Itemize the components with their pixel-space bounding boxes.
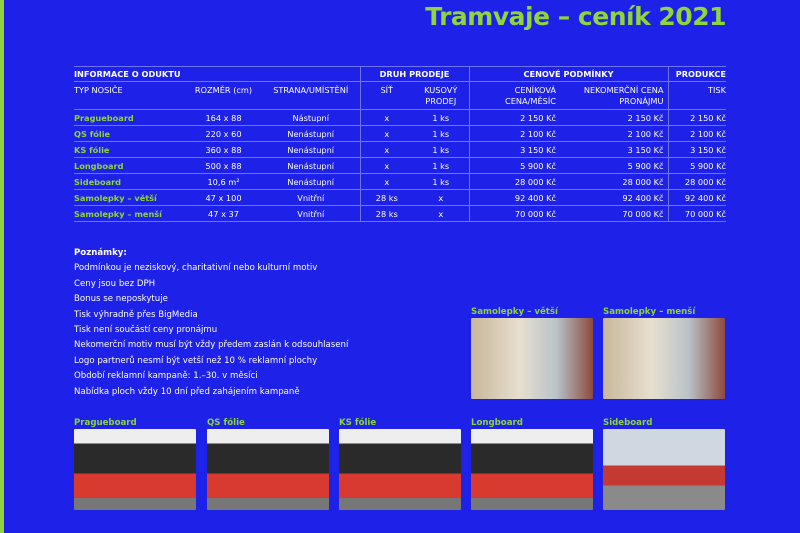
table-cell: 2 100 Kč [469, 126, 560, 142]
photo-label: QS fólie [207, 418, 245, 428]
photo-qs-folie [207, 418, 329, 510]
note-item: Tisk výhradně přes BigMedia [74, 309, 198, 320]
table-cell: Pragueboard [74, 110, 185, 126]
table-cell: Vnitřní [262, 190, 360, 206]
note-item: Nekomerční motiv musí být vždy předem zaslán k odsouhlasení [74, 340, 349, 351]
note-item: Podmínkou je neziskový, charitativní nebo kulturní motiv [74, 263, 318, 274]
table-cell: Nenástupní [262, 126, 360, 142]
table-cell: 47 x 37 [185, 206, 262, 222]
table-cell: 220 x 60 [185, 126, 262, 142]
table-cell: 28 ks [360, 206, 413, 222]
column-header: ROZMĚR (cm) [185, 82, 262, 110]
photo [207, 429, 329, 510]
table-cell: Samolepky – větší [74, 190, 185, 206]
photo-label: Pragueboard [74, 418, 137, 428]
table-cell: 70 000 Kč [668, 206, 726, 222]
table-row [74, 142, 726, 158]
group-header: INFORMACE O ODUKTU [74, 67, 360, 82]
table-cell: x [360, 174, 413, 190]
table-cell: 2 100 Kč [668, 126, 726, 142]
note-item: Bonus se neposkytuje [74, 294, 168, 305]
photo-samolepky-vetsi [471, 307, 593, 399]
photo [74, 429, 196, 510]
group-header: PRODUKCE [668, 67, 726, 82]
table-cell: 3 150 Kč [668, 142, 726, 158]
table-cell: 1 ks [413, 158, 469, 174]
group-header: CENOVÉ PODMÍNKY [469, 67, 668, 82]
table-cell: 47 x 100 [185, 190, 262, 206]
column-header: TYP NOSIČE [74, 82, 185, 110]
table-row [74, 126, 726, 142]
table-cell: Nástupní [262, 110, 360, 126]
table-cell: 92 400 Kč [469, 190, 560, 206]
note-item: Ceny jsou bez DPH [74, 278, 156, 289]
table-cell: Sideboard [74, 174, 185, 190]
table-cell: x [360, 126, 413, 142]
notes-heading: Poznámky: [74, 248, 127, 258]
photo-sideboard [603, 418, 725, 510]
left-accent-bar [0, 0, 4, 533]
column-header: CENÍKOVÁ CENA/MĚSÍC [469, 82, 560, 110]
table-cell: 2 150 Kč [668, 110, 726, 126]
photo [603, 429, 725, 510]
note-item: Tisk není součástí ceny pronájmu [74, 325, 218, 336]
table-cell: 3 150 Kč [560, 142, 668, 158]
price-table [74, 66, 726, 222]
photo-label: Samolepky – větší [471, 307, 558, 317]
table-cell: 28 000 Kč [469, 174, 560, 190]
photo-pragueboard [74, 418, 196, 510]
note-item: Logo partnerů nesmí být vetší než 10 % reklamní plochy [74, 355, 318, 366]
table-row [74, 158, 726, 174]
photo-ks-folie [339, 418, 461, 510]
table-cell: QS fólie [74, 126, 185, 142]
table-cell: Nenástupní [262, 142, 360, 158]
notes [74, 246, 348, 400]
table-cell: 70 000 Kč [469, 206, 560, 222]
photo-longboard [471, 418, 593, 510]
table-cell: x [360, 158, 413, 174]
group-header: DRUH PRODEJE [360, 67, 469, 82]
table-cell: x [413, 206, 469, 222]
photo-label: Longboard [471, 418, 523, 428]
column-header: KUSOVÝ PRODEJ [413, 82, 469, 110]
table-cell: 1 ks [413, 142, 469, 158]
table-cell: KS fólie [74, 142, 185, 158]
table-cell: 92 400 Kč [668, 190, 726, 206]
column-header: SÍŤ [360, 82, 413, 110]
photo [471, 429, 593, 510]
table-cell: 5 900 Kč [560, 158, 668, 174]
table-cell: 28 000 Kč [668, 174, 726, 190]
photo-label: KS fólie [339, 418, 377, 428]
note-item: Nabídka ploch vždy 10 dní před zahájením kampaně [74, 386, 300, 397]
table-cell: 28 ks [360, 190, 413, 206]
photo-label: Samolepky – menší [603, 307, 696, 317]
table-row [74, 206, 726, 222]
photo [471, 318, 593, 399]
table-cell: 2 150 Kč [469, 110, 560, 126]
table-cell: x [360, 110, 413, 126]
table-cell: 3 150 Kč [469, 142, 560, 158]
photo [603, 318, 725, 399]
page-title: Tramvaje – ceník 2021 [425, 2, 726, 31]
table-cell: 164 x 88 [185, 110, 262, 126]
table-cell: 1 ks [413, 110, 469, 126]
table-cell: x [360, 142, 413, 158]
photo-samolepky-mensi [603, 307, 725, 399]
table-cell: Longboard [74, 158, 185, 174]
table-cell: Nenástupní [262, 174, 360, 190]
column-header: NEKOMERČNÍ CENA PRONÁJMU [560, 82, 668, 110]
table-cell: 70 000 Kč [560, 206, 668, 222]
table-cell: 28 000 Kč [560, 174, 668, 190]
table-row [74, 190, 726, 206]
table-cell: 92 400 Kč [560, 190, 668, 206]
table-row [74, 174, 726, 190]
table-cell: 1 ks [413, 126, 469, 142]
table-cell: 500 x 88 [185, 158, 262, 174]
note-item: Období reklamní kampaně: 1.–30. v měsíci [74, 371, 258, 382]
table-cell: x [413, 190, 469, 206]
table-cell: 2 100 Kč [560, 126, 668, 142]
table-cell: Samolepky – menší [74, 206, 185, 222]
photo-label: Sideboard [603, 418, 653, 428]
table-cell: 360 x 88 [185, 142, 262, 158]
photo [339, 429, 461, 510]
table-cell: Vnitřní [262, 206, 360, 222]
table-cell: 10,6 m² [185, 174, 262, 190]
table-row [74, 110, 726, 126]
table-cell: 5 900 Kč [469, 158, 560, 174]
column-header: TISK [668, 82, 726, 110]
table-cell: 2 150 Kč [560, 110, 668, 126]
table-cell: 1 ks [413, 174, 469, 190]
table-cell: Nenástupní [262, 158, 360, 174]
table-cell: 5 900 Kč [668, 158, 726, 174]
column-header: STRANA/UMÍSTĚNÍ [262, 82, 360, 110]
